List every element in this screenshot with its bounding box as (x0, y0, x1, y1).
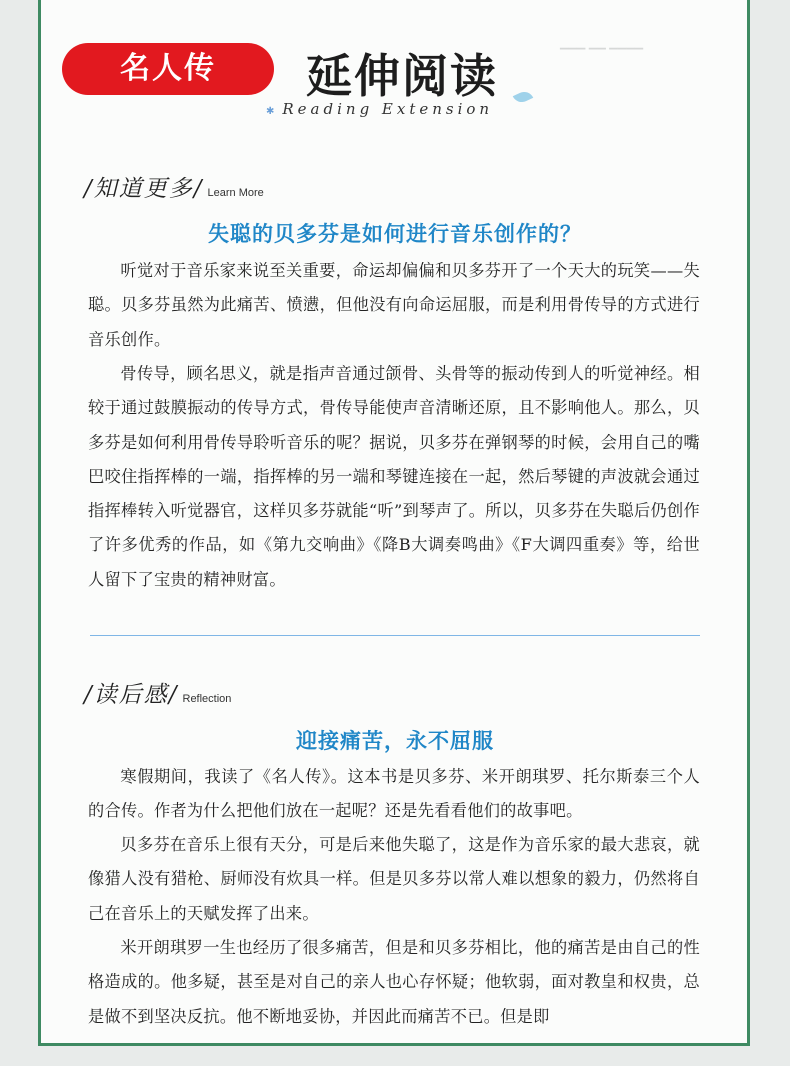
paragraph: 米开朗琪罗一生也经历了很多痛苦，但是和贝多芬相比，他的痛苦是由自己的性格造成的。他多疑，甚至是对自己的亲人也心存怀疑；他软弱，面对教皇和权贵，总是做不到坚决反抗。他不断地妥协，并因此而痛苦不已。但是即 (88, 938, 700, 1026)
section-heading-cn: /知道更多/ (84, 176, 204, 202)
paragraph: 骨传导，顾名思义，就是指声音通过颌骨、头骨等的振动传到人的听觉神经。相较于通过鼓膜振动的传导方式，骨传导能使声音清晰还原，且不影响他人。那么，贝多芬是如何利用骨传导聆听音乐的呢？据说，贝多芬在弹钢琴的时候，会用自己的嘴巴咬住指挥棒的一端，指挥棒的另一端和琴键连接在一起，然后琴键的声波就会通过指挥棒转入听觉器官，这样贝多芬就能“听”到琴声了。所以，贝多芬在失聪后仍创作了许多优秀的作品，如《第九交响曲》《降B大调奏鸣曲》《F大调四重奏》等，给世人留下了宝贵的精神财富。 (88, 364, 700, 589)
page-title: 延伸阅读 (306, 49, 498, 103)
section-title: 失聪的贝多芬是如何进行音乐创作的？ (208, 221, 582, 246)
paragraph: 寒假期间，我读了《名人传》。这本书是贝多芬、米开朗琪罗、托尔斯泰三个人的合传。作者为什么把他们放在一起呢？还是先看看他们的故事吧。 (88, 767, 700, 821)
section-heading-reflection (84, 676, 231, 706)
section-heading-cn: /读后感/ (84, 682, 179, 708)
section-divider (90, 635, 700, 636)
section-title: 迎接痛苦，永不屈服 (296, 728, 494, 753)
section-heading-en: Reflection (182, 693, 232, 705)
paragraph: 听觉对于音乐家来说至关重要，命运却偏偏和贝多芬开了一个天大的玩笑——失聪。贝多芬虽然为此痛苦、愤懑，但他没有向命运屈服，而是利用骨传导的方式进行音乐创作。 (88, 261, 700, 349)
paragraph: 贝多芬在音乐上很有天分，可是后来他失聪了，这是作为音乐家的最大悲哀，就像猎人没有猎枪、厨师没有炊具一样。但是贝多芬以常人难以想象的毅力，仍然将自己在音乐上的天赋发挥了出来。 (88, 835, 700, 923)
section-heading-learn-more (84, 170, 264, 200)
book-badge: 名人传 (62, 43, 274, 95)
page-subtitle-text: Reading Extension (282, 100, 494, 118)
bleed-through-texture: ▔▔▔ ▔▔ ▔▔▔▔ (560, 48, 644, 61)
page-subtitle (266, 100, 493, 118)
star-icon: ✱ (266, 106, 279, 117)
section-heading-en: Learn More (207, 187, 264, 199)
